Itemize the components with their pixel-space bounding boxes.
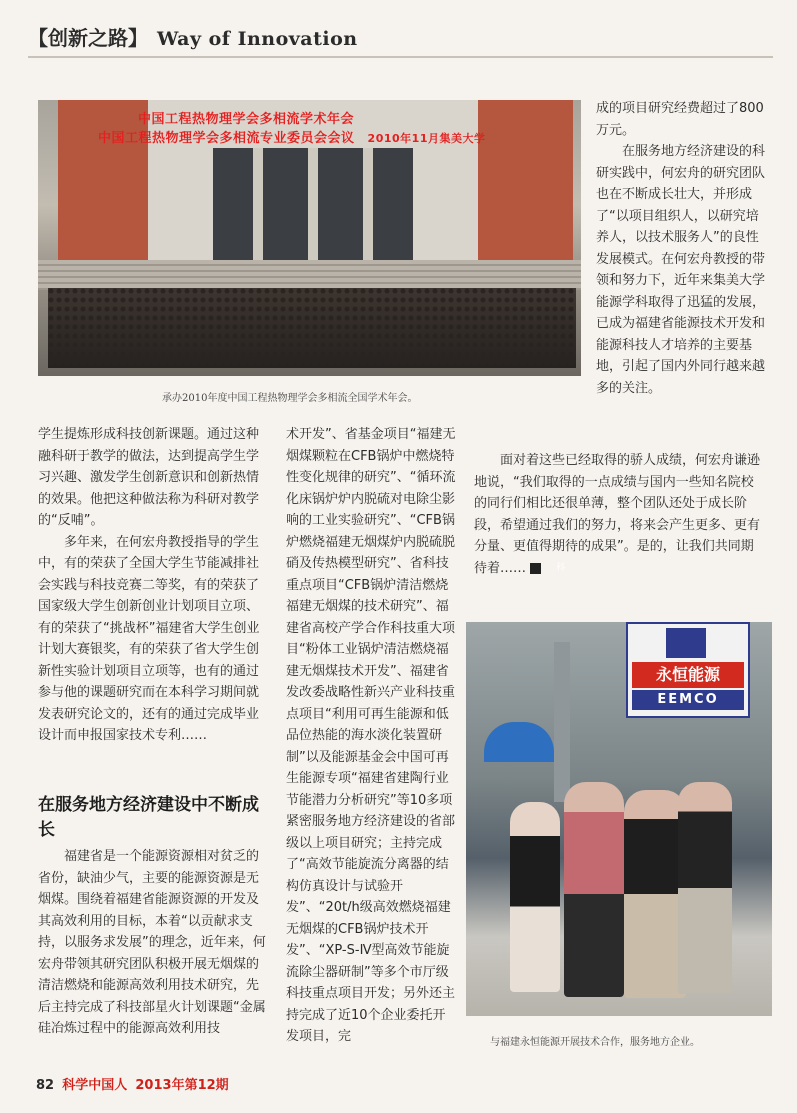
photo2-caption: 与福建永恒能源开展技术合作，服务地方企业。 (490, 1037, 700, 1048)
paragraph: 福建省是一个能源资源相对贫乏的省份，缺油少气，主要的能源资源是无烟煤。围绕着福建省能源资源的开发及其高效利用的目标，本着“以贡献求支持，以服务求发展”的理念，近年来，何宏舟带领其研究团队积极开展无烟煤的清洁燃烧和能源高效利用技术研究，先后主持完成了科技部星火计划课题“金属硅冶炼过程中的能源高效利用技 (38, 849, 266, 1036)
magazine-issue: 2013年第12期 (135, 1078, 229, 1093)
text-column-left-bottom (38, 846, 270, 1040)
column (253, 148, 263, 268)
section-header (28, 22, 768, 52)
magazine-name: 科学中国人 (62, 1078, 128, 1093)
section-heading: 在服务地方经济建设中不断成长 (38, 795, 259, 840)
sign-text-cn: 永恒能源 (632, 662, 744, 688)
paragraph: 学生提炼形成科技创新课题。通过这种融科研于教学的做法，达到提高学生学习兴趣、激发学生创新意识和创新热情的效果。他把这种做法称为科研对教学的“反哺”。 (38, 427, 260, 528)
paragraph (474, 450, 764, 579)
building-stairs (38, 260, 581, 290)
photo-crowd (48, 288, 576, 368)
banner-date: 2010年11月集美大学 (367, 132, 486, 145)
banner-line-1: 中国工程热物理学会多相流学术年会 (138, 112, 355, 127)
partnership-photo (466, 622, 772, 1016)
page-footer (36, 1074, 336, 1093)
person (624, 790, 686, 998)
page-number: 82 (36, 1078, 55, 1093)
person (564, 782, 624, 997)
person (678, 782, 732, 994)
company-sign (626, 622, 750, 718)
text-column-left (38, 424, 270, 747)
section-title-en: Way of Innovation (156, 28, 358, 50)
paragraph: 在服务地方经济建设的科研实践中，何宏舟的研究团队也在不断成长壮大，并形成了“以项目组织人，以研究培养人，以技术服务人”的良性发展模式。在何宏舟教授的带领和努力下，近年来集美大学能源学科取得了迅猛的发展，已成为福建省能源技术开发和能源科技人才培养的主要基地，引起了国内外同行越来越多的关注。 (596, 144, 766, 396)
photo-banner (98, 108, 568, 150)
paragraph-text: 面对着这些已经取得的骄人成绩，何宏舟谦逊地说，“我们取得的一点成绩与国内一些知名院校的同行们相比还很单薄，整个团队还处于成长阶段，希望通过我们的努力，将来会产生更多、更有分量、更值得期待的成果”。是的，让我们共同期待着…… (474, 453, 761, 576)
header-rule (28, 56, 773, 58)
industrial-pipe (484, 722, 554, 762)
column (363, 148, 373, 268)
column (308, 148, 318, 268)
text-column-middle (286, 424, 456, 1048)
paragraph: 成的项目研究经费超过了800万元。 (596, 101, 764, 138)
paragraph: 多年来，在何宏舟教授指导的学生中，有的荣获了全国大学生节能减排社会实践与科技竞赛二等奖，有的荣获了国家级大学生创新创业计划项目立项、有的荣获了“挑战杯”福建省大学生创业计划大赛银奖，有的荣获了省大学生创新性实验计划项目立项等，也有的通过参与他的课题研究而在本科学习期间就发表研究论文的，还有的通过完成毕业设计而申报国家技术专利…… (38, 534, 260, 743)
end-mark-icon: 科 (530, 563, 541, 574)
paragraph: 术开发”、省基金项目“福建无烟煤颗粒在CFB锅炉中燃烧特性变化规律的研究”、“循环流化床锅炉炉内脱硫对电除尘影响的工业实验研究”、“CFB锅炉燃烧福建无烟煤炉内脱硫脱硝及传热模型研究”、省科技重点项目“CFB锅炉清洁燃烧福建无烟煤的技术研究”、福建省高校产学合作科技重大项目“粉体工业锅炉清洁燃烧福建无烟煤技术开发”、福建省发改委战略性新兴产业科技重点项目“利用可再生能源和低品位热能的海水淡化装置研制”以及能源基金会中国可再生能源专项“福建省建陶行业节能潜力分析研究”等10多项紧密服务地方经济建设的省部级以上项目研究；主持完成了“高效节能旋流分离器的结构仿真设计与试验开发”、“20t/h级高效燃烧福建无烟煤的CFB锅炉技术开发”、“XP-S-Ⅳ型高效节能旋流除尘器研制”等多个市厅级科技重点项目开发；另外还主持完成了近10个企业委托开发项目，完 (286, 427, 456, 1044)
company-logo-icon (666, 628, 706, 658)
chimney (554, 642, 570, 802)
person (510, 802, 560, 992)
group-photo (38, 100, 581, 376)
banner-line-2-text: 中国工程热物理学会多相流专业委员会会议 (98, 131, 355, 146)
section-title-cn: 【创新之路】 (28, 26, 148, 50)
text-column-right-top (596, 98, 768, 399)
banner-line-2 (98, 127, 568, 146)
photo1-caption: 承办2010年度中国工程热物理学会多相流全国学术年会。 (162, 393, 418, 404)
sign-text-en: EEMCO (632, 690, 744, 710)
text-column-right (474, 450, 764, 579)
